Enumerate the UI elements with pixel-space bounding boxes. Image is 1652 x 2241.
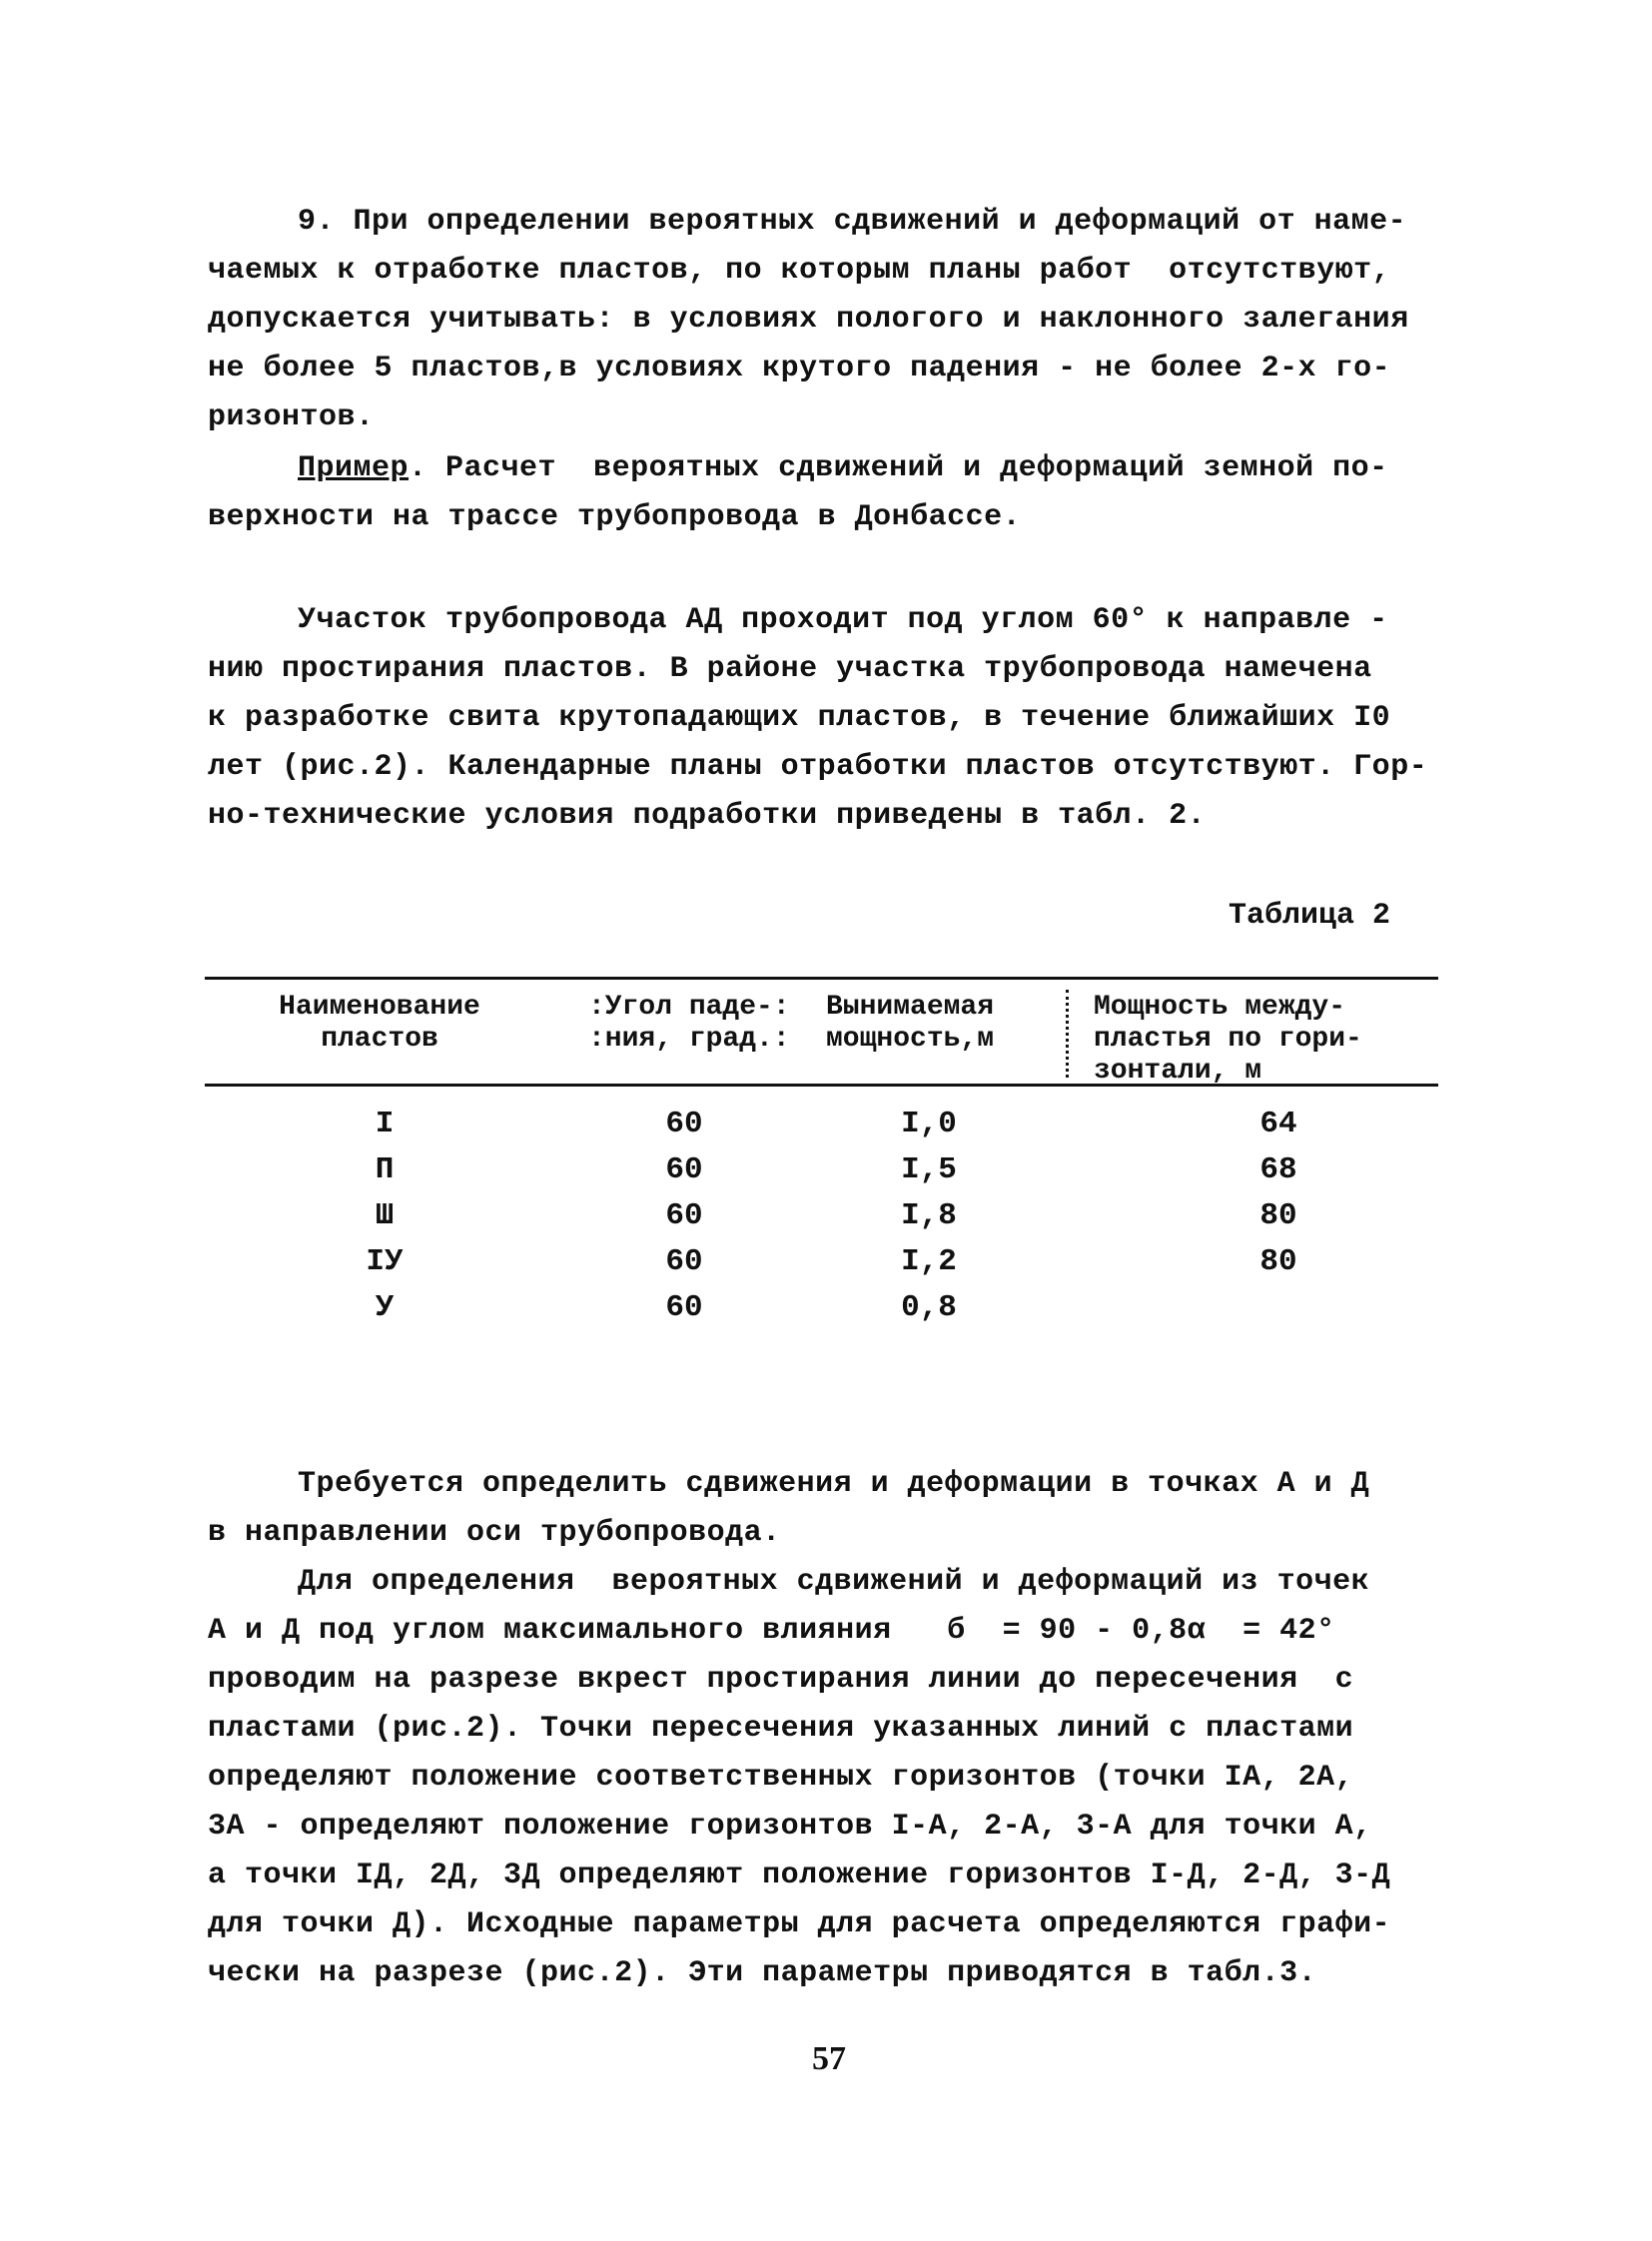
cell-seam: П xyxy=(375,1152,395,1187)
header-line: :Угол паде-: xyxy=(588,992,790,1023)
cell-seam: У xyxy=(375,1290,395,1325)
paragraph-4-line: пластами (рис.2). Точки пересечения указанных линий с пластами xyxy=(208,1712,1354,1746)
paragraph-4-line: чески на разрезе (рис.2). Эти параметры приводятся в табл.3. xyxy=(208,1956,1317,1990)
header-line: пластов xyxy=(321,1024,438,1055)
paragraph-2-line: лет (рис.2). Календарные планы отработки пластов отсутствуют. Гор- xyxy=(208,750,1428,784)
cell-dip-angle: 60 xyxy=(665,1107,703,1141)
paragraph-3-line: Требуется определить сдвижения и деформации в точках А и Д xyxy=(298,1467,1370,1501)
cell-interseam-thickness: 68 xyxy=(1259,1152,1297,1187)
table-row xyxy=(205,1244,1438,1290)
table-body xyxy=(205,1087,1438,1386)
cell-seam: I xyxy=(375,1107,395,1141)
header-line: мощность,м xyxy=(826,1024,995,1055)
header-dip-angle xyxy=(588,992,818,1056)
paragraph-4-line: для точки Д). Исходные параметры для расчета определяются графи- xyxy=(208,1907,1391,1941)
cell-extracted-thickness: I,8 xyxy=(901,1198,957,1233)
cell-extracted-thickness: I,2 xyxy=(901,1244,957,1279)
header-line: пластья по гори- xyxy=(1094,1024,1362,1055)
cell-extracted-thickness: I,5 xyxy=(901,1152,957,1187)
cell-dip-angle: 60 xyxy=(665,1198,703,1233)
cell-interseam-thickness: 80 xyxy=(1259,1198,1297,1233)
paragraph-2-line: Участок трубопровода АД проходит под углом 60° к направле - xyxy=(298,603,1388,637)
paragraph-2 xyxy=(208,596,1427,841)
paragraph-4-line: А и Д под углом максимального влияния б = 90 - 0,8α = 42° xyxy=(208,1614,1335,1648)
paragraph-4-line: проводим на разрезе вкрест простирания линии до пересечения с xyxy=(208,1663,1354,1697)
paragraph-1-line: не более 5 пластов,в условиях крутого падения - не более 2-х го- xyxy=(208,352,1391,385)
table-row xyxy=(205,1152,1438,1198)
paragraph-1-line: 9. При определении вероятных сдвижений и деформаций от наме- xyxy=(298,205,1407,239)
paragraph-1-line: допускается учитывать: в условиях пологого и наклонного залегания xyxy=(208,303,1409,337)
header-interseam-thickness xyxy=(1094,992,1423,1088)
cell-extracted-thickness: 0,8 xyxy=(901,1290,957,1325)
cell-dip-angle: 60 xyxy=(665,1152,703,1187)
cell-interseam-thickness: 64 xyxy=(1259,1107,1297,1141)
table-header xyxy=(205,980,1438,1087)
table-caption: Таблица 2 xyxy=(1229,899,1391,933)
paragraph-4-line: 3А - определяют положение горизонтов I-А, 2-А, 3-А для точки А, xyxy=(208,1810,1372,1844)
header-line: :ния, град.: xyxy=(588,1024,790,1055)
paragraph-2-line: нию простирания пластов. В районе участка трубопровода намечена xyxy=(208,652,1372,686)
header-line: Вынимаемая xyxy=(826,992,995,1023)
cell-dip-angle: 60 xyxy=(665,1244,703,1279)
page-number: 57 xyxy=(812,2040,846,2077)
paragraph-2-line: к разработке свита крутопадающих пластов, в течение ближайших I0 xyxy=(208,701,1391,735)
header-line: зонтали, м xyxy=(1094,1056,1262,1087)
table-row xyxy=(205,1198,1438,1244)
paragraph-1 xyxy=(208,198,1409,442)
example-line-1-rest: . Расчет вероятных сдвижений и деформаций земной по- xyxy=(409,451,1388,485)
paragraph-1-line: ризонтов. xyxy=(208,400,375,434)
cell-extracted-thickness: I,0 xyxy=(901,1107,957,1141)
paragraph-3-line: в направлении оси трубопровода. xyxy=(208,1516,781,1550)
header-line: Наименование xyxy=(279,992,480,1023)
cell-seam: IУ xyxy=(366,1244,404,1279)
paragraph-2-line: но-технические условия подработки приведены в табл. 2. xyxy=(208,799,1207,833)
paragraph-3 xyxy=(208,1460,1369,1558)
header-line: Мощность между- xyxy=(1094,992,1346,1023)
cell-interseam-thickness: 80 xyxy=(1259,1244,1297,1279)
header-extracted-thickness xyxy=(826,992,1076,1056)
column-separator xyxy=(1066,990,1071,1078)
example-label: Пример xyxy=(298,451,410,485)
paragraph-4-line: а точки IД, 2Д, 3Д определяют положение горизонтов I-Д, 2-Д, 3-Д xyxy=(208,1859,1391,1892)
cell-seam: Ш xyxy=(375,1198,395,1233)
cell-dip-angle: 60 xyxy=(665,1290,703,1325)
paragraph-4 xyxy=(208,1558,1390,1998)
paragraph-4-line: определяют положение соответственных горизонтов (точки IА, 2А, xyxy=(208,1761,1354,1795)
table-2 xyxy=(205,977,1438,1386)
paragraph-4-line: Для определения вероятных сдвижений и деформаций из точек xyxy=(298,1565,1370,1599)
header-name-of-seams xyxy=(255,992,504,1056)
table-row xyxy=(205,1107,1438,1152)
example-paragraph xyxy=(208,444,1388,542)
example-line-2: верхности на трассе трубопровода в Донбассе. xyxy=(208,500,1022,534)
table-row xyxy=(205,1290,1438,1336)
example-line-1 xyxy=(208,444,1388,493)
paragraph-1-line: чаемых к отработке пластов, по которым планы работ отсутствуют, xyxy=(208,254,1391,288)
